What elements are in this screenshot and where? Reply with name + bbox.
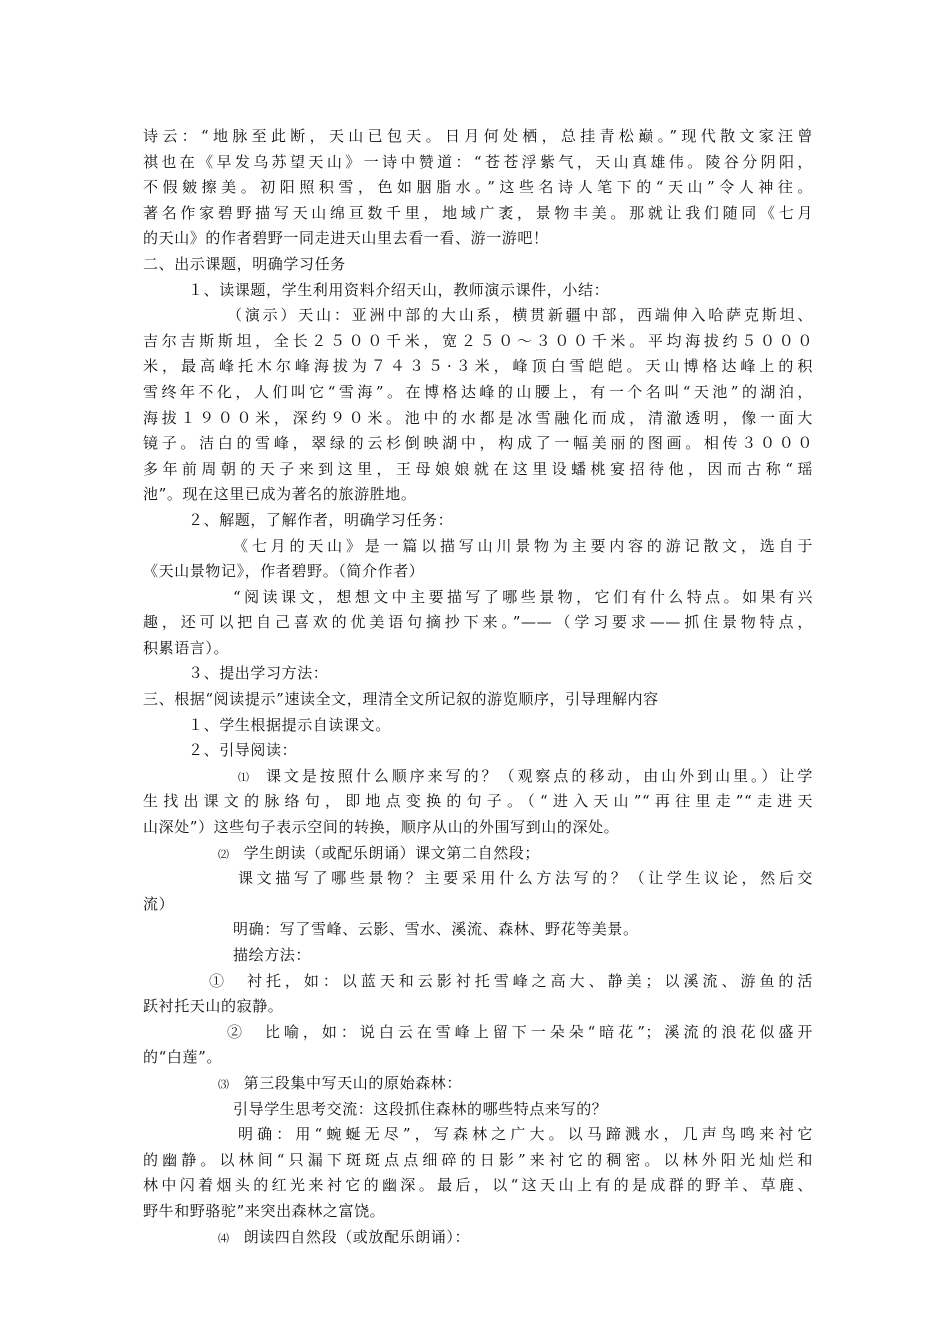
text-line: 祺也在《早发乌苏望天山》一诗中赞道：“苍苍浮紫气，天山真雄伟。陵谷分阴阳， [143,152,813,171]
text-line: 《天山景物记》，作者碧野。（简介作者） [143,562,425,581]
list-marker: ⑶ [218,1077,230,1091]
text-line: 明确：写了雪峰、云影、雪水、溪流、森林、野花等美景。 [233,920,639,939]
text-line: 引导学生思考交流：这段抓住森林的哪些特点来写的？ [233,1099,608,1118]
text-line: 不假皴擦美。初阳照积雪，色如胭脂水。”这些名诗人笔下的“天山”令人神往。 [143,178,813,197]
text-line: 描绘方法： [233,946,312,964]
text-line: ３、提出学习方法： [188,664,329,683]
list-marker: ⑷ [218,1231,230,1245]
text-line: １、学生根据提示自读课文。 [188,715,391,734]
section-heading: 三、根据“阅读提示”速读全文，理清全文所记叙的游览顺序，引导理解内容 [143,690,659,709]
text-line: 课文描写了哪些景物？主要采用什么方法写的？（让学生议论，然后交 [238,869,813,888]
text-line: 明确：用“蜿蜒无尽”，写森林之广大。以马蹄溅水，几声鸟鸣来衬它 [238,1125,813,1144]
text-line: 的幽静。以林间“只漏下斑斑点点细碎的日影”来衬它的稠密。以林外阳光灿烂和 [143,1150,813,1169]
text-line: ２、引导阅读： [188,741,298,760]
text-line: ⑵ 学生朗读（或配乐朗诵）课文第二自然段； [218,843,541,862]
text-line: ② 比喻，如：说白云在雪峰上留下一朵朵“暗花”；溪流的浪花似盛开 [227,1022,813,1041]
text-line: 池”。现在这里已成为著名的旅游胜地。 [143,485,417,504]
list-marker: ⑴ [238,770,252,784]
text-line: 的天山》的作者碧野一同走进天山里去看一看、游一游吧！ [143,229,549,248]
text-line: 流） [143,894,175,913]
text-line: 诗云：“地脉至此断，天山已包天。日月何处栖，总挂青松巅。”现代散文家汪曾 [143,127,813,145]
text-line: 生找出课文的脉络句，即地点变换的句子。（“进入天山”“再往里走”“走进天 [143,792,813,811]
text-line: 林中闪着烟头的红光来衬它的幽深。最后，以“这天山上有的是成群的野羊、草鹿、 [143,1176,813,1195]
text-line: 雪终年不化，人们叫它“雪海”。在博格达峰的山腰上，有一个名叫“天池”的湖泊， [143,382,813,401]
text-line: 野牛和野骆驼”来突出森林之富饶。 [143,1201,386,1220]
text-line: 著名作家碧野描写天山绵亘数千里，地域广袤，景物丰美。那就让我们随同《七月 [143,203,813,222]
document-page [143,124,813,1250]
text-line: １、读课题，学生利用资料介绍天山，教师演示课件，小结： [188,280,610,299]
text-line: ⑷ 朗读四自然段（或放配乐朗诵）： [218,1227,471,1246]
text-line: “阅读课文，想想文中主要描写了哪些景物，它们有什么特点。如果有兴 [233,587,813,606]
text-line: 趣，还可以把自己喜欢的优美语句摘抄下来。”——（学习要求——抓住景物特点， [143,613,813,632]
text-line: 积累语言）。 [143,638,230,657]
text-line: ⑶ 第三段集中写天山的原始森林： [218,1073,463,1092]
text-line: 多年前周朝的天子来到这里，王母娘娘就在这里设蟠桃宴招待他，因而古称“瑶 [143,459,813,478]
text-line: 镜子。洁白的雪峰，翠绿的云杉倒映湖中，构成了一幅美丽的图画。相传３０００ [143,434,813,453]
text-line: ２、解题，了解作者，明确学习任务： [188,510,454,529]
text-line: 山深处”）这些句子表示空间的转换，顺序从山的外围写到山的深处。 [143,818,620,837]
text-line: （演示）天山：亚洲中部的大山系，横贯新疆中部，西端伸入哈萨克斯坦、 [227,306,813,325]
text-line: 的“白莲”。 [143,1048,222,1067]
text-line: 跃衬托天山的寂静。 [143,997,284,1016]
text-line: ① 衬托，如：以蓝天和云影衬托雪峰之高大、静美；以溪流、游鱼的活 [209,971,813,990]
text-line: 《七月的天山》是一篇以描写山川景物为主要内容的游记散文，选自于 [233,536,813,555]
section-heading: 二、出示课题，明确学习任务 [143,254,346,273]
text-line: 吉尔吉斯斯坦，全长２５００千米，宽２５０～３００千米。平均海拔约５０００ [143,331,813,350]
text-line: 米，最高峰托木尔峰海拔为７４３５·３米，峰顶白雪皑皑。天山博格达峰上的积 [143,357,813,376]
text-line: ⑴ 课文是按照什么顺序来写的？（观察点的移动，由山外到山里。）让学 [238,766,813,785]
text-line: 海拔１９００米，深约９０米。池中的水都是冰雪融化而成，清澈透明，像一面大 [143,408,813,427]
list-marker: ⑵ [218,847,230,861]
